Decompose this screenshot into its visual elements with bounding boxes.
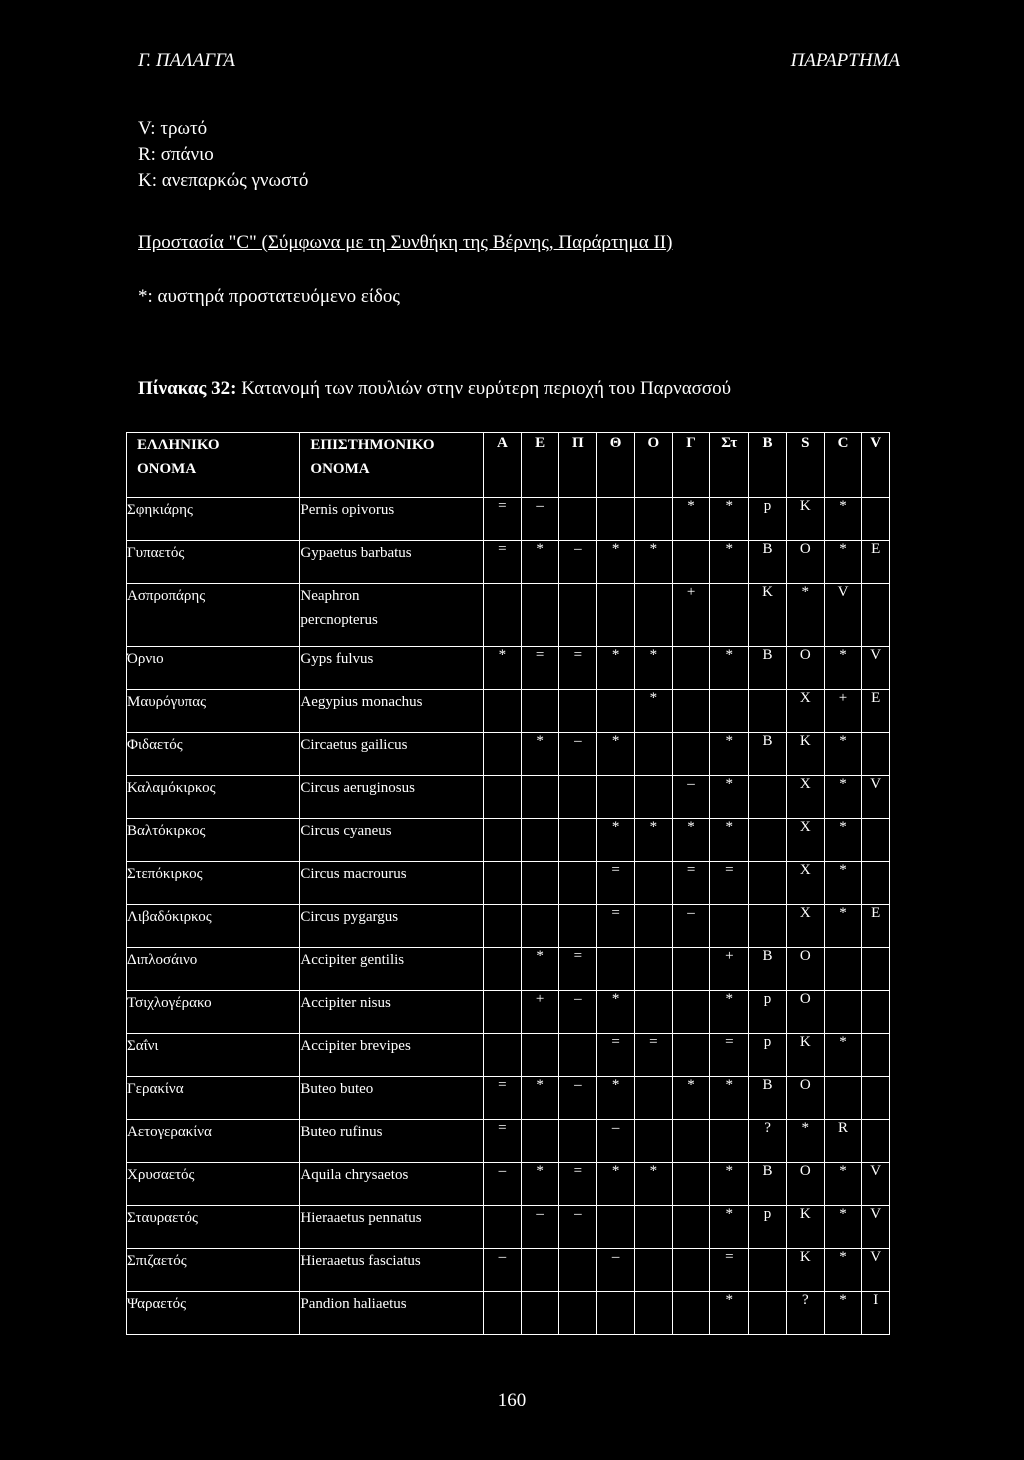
status-cell [710, 584, 749, 647]
scientific-name-cell: Circus cyaneus [300, 819, 484, 862]
table-row [127, 991, 890, 1034]
status-cell [521, 776, 559, 819]
code-header: Γ [672, 433, 710, 498]
status-cell: = [484, 1120, 522, 1163]
status-cell [862, 584, 890, 647]
status-cell: * [597, 819, 635, 862]
table-row [127, 690, 890, 733]
status-cell [521, 905, 559, 948]
scientific-name-cell: Neaphron percnopterus [300, 584, 484, 647]
status-cell [824, 948, 862, 991]
scientific-name-cell: Aquila chrysaetos [300, 1163, 484, 1206]
greek-name-cell: Γερακίνα [127, 1077, 300, 1120]
status-cell: * [521, 1163, 559, 1206]
status-cell: * [710, 1292, 749, 1335]
status-cell [634, 776, 672, 819]
status-cell [484, 991, 522, 1034]
greek-name-header: ΕΛΛΗΝΙΚΟ ΟΝΟΜΑ [127, 433, 300, 498]
status-cell: – [672, 905, 710, 948]
status-cell: = [484, 541, 522, 584]
scientific-name-cell: Buteo rufinus [300, 1120, 484, 1163]
status-cell [710, 1120, 749, 1163]
scientific-name-cell: Hieraaetus fasciatus [300, 1249, 484, 1292]
status-cell: + [824, 690, 862, 733]
bird-distribution-table [126, 432, 890, 1335]
status-cell: R [824, 1120, 862, 1163]
greek-name-cell: Ψαραετός [127, 1292, 300, 1335]
status-cell [521, 690, 559, 733]
strict-protection-note: *: αυστηρά προστατευόμενο είδος [138, 286, 400, 307]
status-cell [672, 733, 710, 776]
status-cell: – [521, 498, 559, 541]
status-cell: * [634, 541, 672, 584]
status-cell: B [749, 647, 787, 690]
status-cell [634, 498, 672, 541]
status-cell [634, 1077, 672, 1120]
protection-note: Προστασία "C" (Σύμφωνα με τη Συνθήκη της Βέρνης, Παράρτημα II) [138, 232, 673, 253]
status-cell: * [824, 776, 862, 819]
status-cell [749, 690, 787, 733]
status-cell: X [786, 776, 824, 819]
status-cell [710, 905, 749, 948]
code-header: E [521, 433, 559, 498]
status-cell: V [862, 776, 890, 819]
status-cell: K [786, 1206, 824, 1249]
status-cell [521, 1249, 559, 1292]
status-cell: = [559, 948, 597, 991]
status-cell [559, 862, 597, 905]
status-cell: * [824, 1163, 862, 1206]
table-caption-text: Κατανομή των πουλιών στην ευρύτερη περιοχή του Παρνασσού [236, 378, 732, 399]
table-row [127, 1249, 890, 1292]
status-cell: = [559, 647, 597, 690]
scientific-name-cell: Circus macrourus [300, 862, 484, 905]
status-cell: K [786, 498, 824, 541]
status-cell [484, 862, 522, 905]
status-cell [634, 733, 672, 776]
table-row [127, 862, 890, 905]
status-cell: p [749, 1034, 787, 1077]
status-cell [672, 541, 710, 584]
status-cell: K [749, 584, 787, 647]
status-cell [672, 647, 710, 690]
status-cell: – [484, 1249, 522, 1292]
table-row [127, 647, 890, 690]
status-cell: * [824, 819, 862, 862]
table-caption-label: Πίνακας 32: [138, 378, 237, 399]
scientific-name-cell: Gyps fulvus [300, 647, 484, 690]
status-cell [597, 948, 635, 991]
status-cell [521, 1292, 559, 1335]
greek-name-cell: Βαλτόκιρκος [127, 819, 300, 862]
status-cell [749, 862, 787, 905]
status-cell: * [521, 948, 559, 991]
status-cell [634, 1292, 672, 1335]
status-cell [672, 948, 710, 991]
status-cell: p [749, 498, 787, 541]
status-cell [559, 1249, 597, 1292]
status-cell: B [749, 948, 787, 991]
greek-name-cell: Όρνιο [127, 647, 300, 690]
status-cell [634, 1120, 672, 1163]
status-cell: * [710, 1163, 749, 1206]
status-cell: + [521, 991, 559, 1034]
status-cell: * [824, 1034, 862, 1077]
scientific-name-cell: Buteo buteo [300, 1077, 484, 1120]
table-row [127, 498, 890, 541]
greek-name-cell: Σταυραετός [127, 1206, 300, 1249]
status-cell [749, 905, 787, 948]
legend-item: K: ανεπαρκώς γνωστό [138, 170, 309, 191]
table-row [127, 776, 890, 819]
status-cell: O [786, 1077, 824, 1120]
status-cell [672, 1034, 710, 1077]
status-cell: ? [786, 1292, 824, 1335]
status-cell: * [597, 647, 635, 690]
greek-name-cell: Σφηκιάρης [127, 498, 300, 541]
table-row [127, 1292, 890, 1335]
status-cell [559, 1292, 597, 1335]
status-cell [672, 1249, 710, 1292]
status-cell: * [710, 498, 749, 541]
status-cell: = [521, 647, 559, 690]
status-cell: – [521, 1206, 559, 1249]
status-cell: E [862, 541, 890, 584]
status-cell: V [862, 1249, 890, 1292]
scientific-name-cell: Hieraaetus pennatus [300, 1206, 484, 1249]
status-cell: B [749, 541, 787, 584]
status-cell: – [672, 776, 710, 819]
code-header: Θ [597, 433, 635, 498]
status-cell [634, 1249, 672, 1292]
status-cell: * [824, 1206, 862, 1249]
table-row [127, 584, 890, 647]
greek-name-cell: Διπλοσάινο [127, 948, 300, 991]
status-cell: * [824, 733, 862, 776]
status-cell [862, 948, 890, 991]
status-cell: * [484, 647, 522, 690]
status-cell [862, 1120, 890, 1163]
status-cell [484, 905, 522, 948]
status-cell [672, 1163, 710, 1206]
status-cell [672, 991, 710, 1034]
code-header: Π [559, 433, 597, 498]
greek-name-cell: Λιβαδόκιρκος [127, 905, 300, 948]
status-cell: + [672, 584, 710, 647]
status-cell [521, 1034, 559, 1077]
status-cell: * [824, 1249, 862, 1292]
status-cell: = [597, 905, 635, 948]
status-cell [824, 1077, 862, 1120]
status-cell: * [710, 1077, 749, 1120]
page-number: 160 [497, 1390, 527, 1411]
status-cell [559, 819, 597, 862]
status-cell [634, 1206, 672, 1249]
greek-name-cell: Καλαμόκιρκος [127, 776, 300, 819]
status-cell: = [597, 1034, 635, 1077]
legend [138, 116, 308, 194]
status-cell: * [521, 541, 559, 584]
status-cell [824, 991, 862, 1034]
status-cell [484, 948, 522, 991]
table-row [127, 1163, 890, 1206]
status-cell: * [710, 733, 749, 776]
scientific-name-cell: Pandion haliaetus [300, 1292, 484, 1335]
status-cell: V [862, 647, 890, 690]
code-header: S [786, 433, 824, 498]
status-cell: = [672, 862, 710, 905]
scientific-name-cell: Circus aeruginosus [300, 776, 484, 819]
status-cell: * [824, 862, 862, 905]
status-cell [521, 862, 559, 905]
status-cell: E [862, 905, 890, 948]
status-cell: – [559, 733, 597, 776]
status-cell: * [824, 1292, 862, 1335]
status-cell: = [710, 1249, 749, 1292]
status-cell: = [484, 1077, 522, 1120]
status-cell: B [749, 1077, 787, 1120]
status-cell [521, 1120, 559, 1163]
status-cell [484, 733, 522, 776]
status-cell [749, 1292, 787, 1335]
status-cell [559, 1120, 597, 1163]
status-cell: ? [749, 1120, 787, 1163]
status-cell: * [597, 541, 635, 584]
status-cell [672, 1206, 710, 1249]
status-cell: – [559, 1077, 597, 1120]
status-cell [597, 1292, 635, 1335]
status-cell [559, 776, 597, 819]
status-cell: O [786, 647, 824, 690]
status-cell: * [824, 905, 862, 948]
status-cell [559, 498, 597, 541]
status-cell: O [786, 948, 824, 991]
status-cell [672, 690, 710, 733]
status-cell: * [634, 647, 672, 690]
status-cell: – [484, 1163, 522, 1206]
table-row [127, 1206, 890, 1249]
status-cell [484, 776, 522, 819]
status-cell: * [710, 1206, 749, 1249]
greek-name-cell: Χρυσαετός [127, 1163, 300, 1206]
status-cell: B [749, 733, 787, 776]
status-cell: * [597, 733, 635, 776]
status-cell [862, 498, 890, 541]
table-row [127, 733, 890, 776]
status-cell: E [862, 690, 890, 733]
greek-name-cell: Σαΐνι [127, 1034, 300, 1077]
status-cell: = [597, 862, 635, 905]
status-cell: * [710, 819, 749, 862]
status-cell [484, 690, 522, 733]
status-cell: + [710, 948, 749, 991]
greek-name-cell: Αετογερακίνα [127, 1120, 300, 1163]
scientific-name-header: ΕΠΙΣΤΗΜΟΝΙΚΟ ΟΝΟΜΑ [300, 433, 484, 498]
legend-item: V: τρωτό [138, 118, 208, 139]
code-header: C [824, 433, 862, 498]
status-cell [862, 862, 890, 905]
status-cell [559, 690, 597, 733]
status-cell: * [634, 819, 672, 862]
status-cell [862, 1034, 890, 1077]
legend-item: R: σπάνιο [138, 144, 214, 165]
scientific-name-cell: Pernis opivorus [300, 498, 484, 541]
status-cell [484, 584, 522, 647]
status-cell: – [597, 1120, 635, 1163]
status-cell [484, 1034, 522, 1077]
status-cell: * [824, 498, 862, 541]
table-row [127, 905, 890, 948]
status-cell: X [786, 905, 824, 948]
status-cell: X [786, 862, 824, 905]
status-cell [634, 905, 672, 948]
status-cell [484, 1206, 522, 1249]
table-row [127, 541, 890, 584]
status-cell: V [862, 1163, 890, 1206]
status-cell [597, 584, 635, 647]
scientific-name-cell: Accipiter brevipes [300, 1034, 484, 1077]
table-row [127, 948, 890, 991]
table-row [127, 1077, 890, 1120]
status-cell [521, 819, 559, 862]
status-cell [749, 1249, 787, 1292]
status-cell: * [786, 584, 824, 647]
code-header: B [749, 433, 787, 498]
status-cell [559, 1034, 597, 1077]
status-cell: * [710, 991, 749, 1034]
status-cell [484, 1292, 522, 1335]
status-cell [862, 991, 890, 1034]
status-cell: – [559, 991, 597, 1034]
status-cell: – [597, 1249, 635, 1292]
status-cell: – [559, 541, 597, 584]
status-cell: X [786, 690, 824, 733]
status-cell: = [484, 498, 522, 541]
status-cell: = [710, 1034, 749, 1077]
status-cell: * [710, 541, 749, 584]
scientific-name-cell: Accipiter nisus [300, 991, 484, 1034]
status-cell: V [862, 1206, 890, 1249]
scientific-name-cell: Gypaetus barbatus [300, 541, 484, 584]
status-cell [559, 584, 597, 647]
status-cell: = [634, 1034, 672, 1077]
status-cell: * [672, 819, 710, 862]
greek-name-cell: Τσιχλογέρακο [127, 991, 300, 1034]
status-cell [862, 819, 890, 862]
status-cell: * [521, 733, 559, 776]
status-cell: * [672, 498, 710, 541]
greek-name-cell: Στεπόκιρκος [127, 862, 300, 905]
scientific-name-cell: Accipiter gentilis [300, 948, 484, 991]
status-cell: * [710, 647, 749, 690]
table-row [127, 819, 890, 862]
status-cell: O [786, 991, 824, 1034]
status-cell [597, 1206, 635, 1249]
status-cell: V [824, 584, 862, 647]
code-header: Στ [710, 433, 749, 498]
status-cell: * [824, 647, 862, 690]
status-cell: * [521, 1077, 559, 1120]
table-row [127, 1120, 890, 1163]
status-cell: B [749, 1163, 787, 1206]
status-cell: – [559, 1206, 597, 1249]
status-cell: * [824, 541, 862, 584]
status-cell [749, 819, 787, 862]
status-cell: X [786, 819, 824, 862]
status-cell [597, 498, 635, 541]
status-cell: K [786, 733, 824, 776]
running-header-author: Γ. ΠΑΛΑΓΓΑ [138, 50, 235, 71]
status-cell: = [559, 1163, 597, 1206]
status-cell: * [597, 1163, 635, 1206]
status-cell [521, 584, 559, 647]
scientific-name-cell: Circaetus gailicus [300, 733, 484, 776]
code-header: V [862, 433, 890, 498]
scientific-name-cell: Circus pygargus [300, 905, 484, 948]
status-cell [559, 905, 597, 948]
status-cell [672, 1292, 710, 1335]
status-cell [484, 819, 522, 862]
status-cell: p [749, 991, 787, 1034]
status-cell [862, 1077, 890, 1120]
greek-name-cell: Φιδαετός [127, 733, 300, 776]
greek-name-cell: Σπιζαετός [127, 1249, 300, 1292]
status-cell: = [710, 862, 749, 905]
status-cell: I [862, 1292, 890, 1335]
status-cell: * [634, 690, 672, 733]
status-cell [634, 948, 672, 991]
status-cell: * [672, 1077, 710, 1120]
status-cell [749, 776, 787, 819]
table-row [127, 1034, 890, 1077]
status-cell [597, 776, 635, 819]
greek-name-cell: Γυπαετός [127, 541, 300, 584]
status-cell: K [786, 1034, 824, 1077]
table-body [127, 498, 890, 1335]
greek-name-cell: Ασπροπάρης [127, 584, 300, 647]
status-cell: O [786, 1163, 824, 1206]
status-cell: K [786, 1249, 824, 1292]
code-header: A [484, 433, 522, 498]
status-cell: * [786, 1120, 824, 1163]
status-cell: O [786, 541, 824, 584]
status-cell [710, 690, 749, 733]
running-header-section: ΠΑΡΑΡΤΗΜΑ [790, 50, 900, 71]
status-cell [862, 733, 890, 776]
greek-name-cell: Μαυρόγυπας [127, 690, 300, 733]
table-header-row [127, 433, 890, 498]
status-cell: p [749, 1206, 787, 1249]
status-cell [597, 690, 635, 733]
status-cell [672, 1120, 710, 1163]
status-cell [634, 862, 672, 905]
status-cell: * [634, 1163, 672, 1206]
scientific-name-cell: Aegypius monachus [300, 690, 484, 733]
table-caption [138, 378, 731, 400]
status-cell [634, 991, 672, 1034]
status-cell [634, 584, 672, 647]
status-cell: * [597, 991, 635, 1034]
status-cell: * [710, 776, 749, 819]
code-header: O [634, 433, 672, 498]
status-cell: * [597, 1077, 635, 1120]
